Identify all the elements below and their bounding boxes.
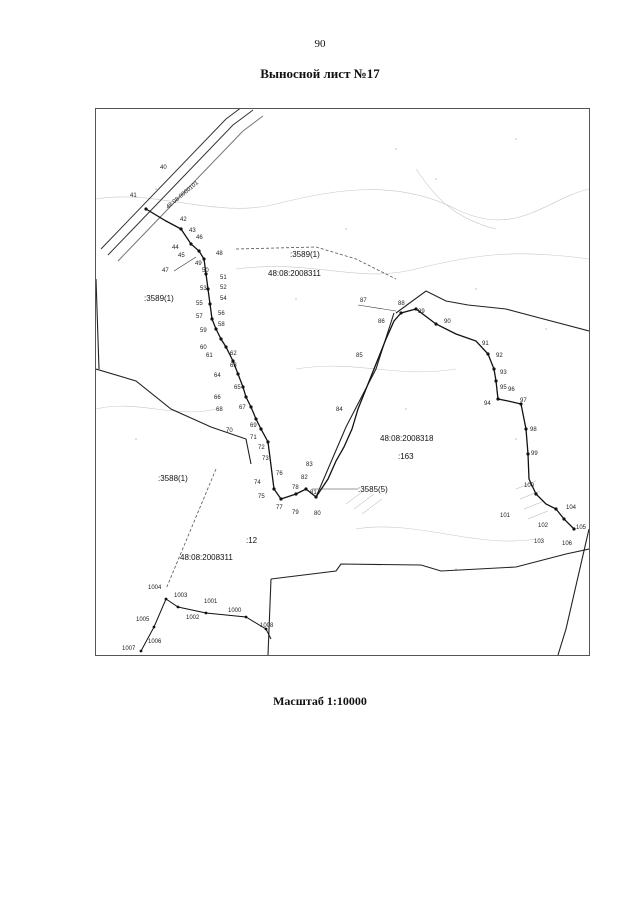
point-label: 101 [500,513,511,519]
point-label: 61 [206,353,213,359]
point-label: 78 [292,485,299,491]
point-label: 75 [258,494,265,500]
parcel-label: :3585(5) [358,485,388,494]
point-label: 82 [301,475,308,481]
point-label: 72 [258,445,265,451]
point-label: 93 [500,370,507,376]
point-label: 52 [220,285,227,291]
cadastral-quarter-label: 48:08:2008318 [380,434,434,443]
point-label: 66 [214,395,221,401]
point-label: 64 [214,373,221,379]
point-label: 42 [180,217,187,223]
point-label: 104 [566,505,577,511]
point-label: 106 [562,541,573,547]
page-number: 90 [314,38,326,50]
point-label: 87 [360,298,367,304]
point-label: 40 [160,165,167,171]
point-label: 62 [230,351,237,357]
leader-lines [174,257,396,489]
point-label: 46 [196,235,203,241]
road-label: 48:08:0000101 [165,180,200,211]
point-label: 1001 [204,599,218,605]
point-label: 59 [200,328,207,334]
point-label: 51 [220,275,227,281]
point-label: 90 [444,319,451,325]
point-label: 81 [310,490,317,496]
point-label: 91 [482,341,489,347]
point-label: 74 [254,480,261,486]
point-label: 53 [200,286,207,292]
point-label: 63 [230,363,237,369]
point-label: 47 [162,268,169,274]
point-label: 73 [262,456,269,462]
point-label: 77 [276,505,283,511]
point-label: 43 [189,228,196,234]
road-band [101,109,263,261]
parcel-label: :3589(1) [290,250,320,259]
sheet-title: Выносной лист №17 [260,66,380,81]
point-label: 49 [195,261,202,267]
background-contours [96,169,589,541]
point-label: 1004 [148,585,162,591]
point-label: 48 [216,251,223,257]
point-label: 70 [226,428,233,434]
point-label: 1005 [136,617,150,623]
parcel-labels [144,250,434,562]
point-label: 1002 [186,615,200,621]
point-label: 103 [534,539,545,545]
parcel-label: :3588(1) [158,474,188,483]
point-label: 1000 [228,608,242,614]
point-label: 98 [530,427,537,433]
point-label: 102 [538,523,549,529]
parcel-boundaries [96,279,589,655]
parcel-label: :3589(1) [144,294,174,303]
point-label: 50 [202,268,209,274]
point-label: 58 [218,322,225,328]
scale-caption: Масштаб 1:10000 [273,694,367,708]
point-label: 1006 [148,639,162,645]
map-canvas [96,109,589,655]
point-label: 88 [398,301,405,307]
point-label: 99 [531,451,538,457]
point-label: 95 [500,385,507,391]
cadastral-quarter-label: 48:08:2008311 [268,269,321,278]
point-label: 44 [172,245,179,251]
point-label: 84 [336,407,343,413]
point-label: 55 [196,301,203,307]
point-label: 56 [218,311,225,317]
point-label: 1007 [122,646,136,652]
point-label: 71 [250,435,257,441]
point-label: 76 [276,471,283,477]
point-label: 67 [239,405,246,411]
point-label: 1003 [174,593,188,599]
point-label: 86 [378,319,385,325]
point-label: 79 [292,510,299,516]
point-label: 100 [524,483,535,489]
cadastral-quarter-label: 48:08:2008311 [180,553,233,562]
parcel-label: :163 [398,452,414,461]
point-label: 65 [234,385,241,391]
point-label: 89 [418,309,425,315]
point-label: 57 [196,314,203,320]
parcel-label: :12 [246,536,258,545]
point-label: 41 [130,193,137,199]
point-label: 80 [314,511,321,517]
point-label: 45 [178,253,185,259]
point-label: 68 [216,407,223,413]
cadastral-map [95,108,590,656]
point-label: 94 [484,401,491,407]
point-label: 92 [496,353,503,359]
point-label: 97 [520,398,527,404]
point-label: 83 [306,462,313,468]
point-label: 1008 [260,623,274,629]
point-label: 60 [200,345,207,351]
traverse-points [144,207,575,530]
background-dots [135,138,547,570]
point-label: 96 [508,387,515,393]
point-label: 69 [250,423,257,429]
point-label: 105 [576,525,587,531]
main-traverse [146,209,574,529]
point-label: 54 [220,296,227,302]
bottom-point-labels [122,585,274,652]
point-label: 85 [356,353,363,359]
